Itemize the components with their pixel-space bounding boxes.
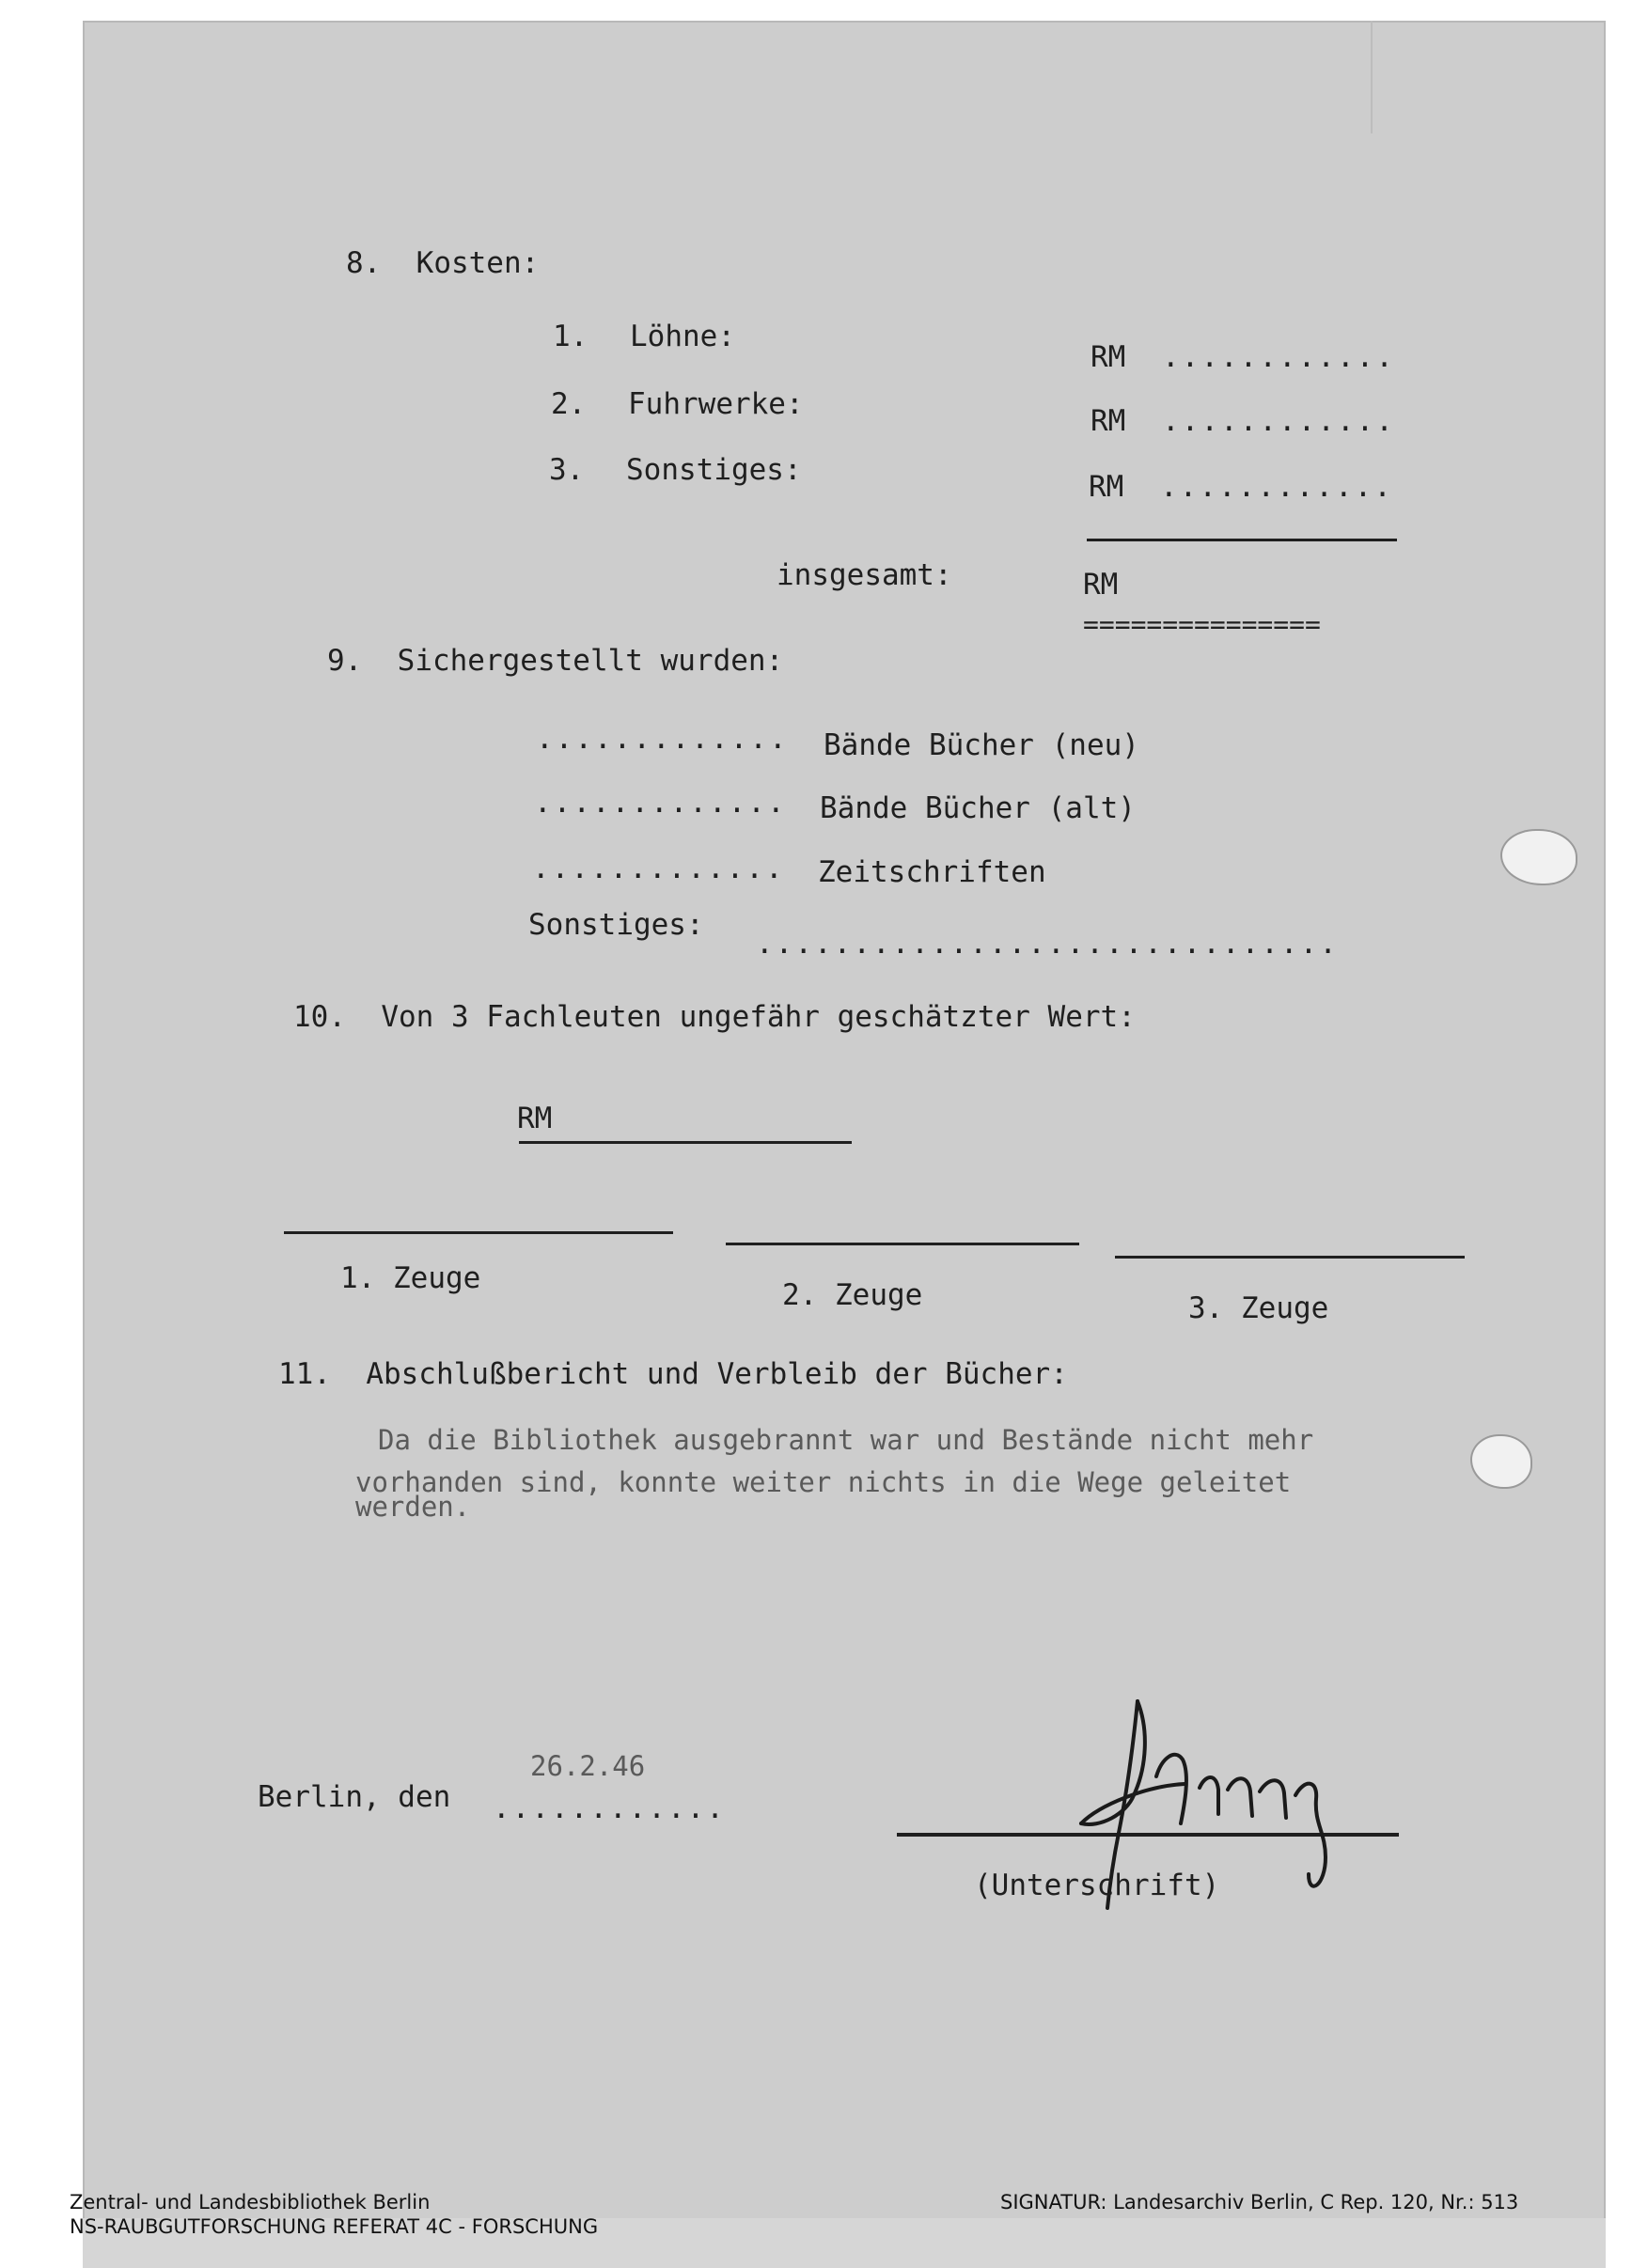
- section-11-heading: 11. Abschlußbericht und Verbleib der Bücher:: [278, 1357, 1068, 1391]
- date-value: 26.2.46: [530, 1750, 646, 1782]
- cost-item-1-label: Löhne:: [630, 320, 735, 353]
- cost-item-2-label: Fuhrwerke:: [628, 387, 804, 421]
- place-date-label: Berlin, den: [258, 1780, 451, 1814]
- footer-department: NS-RAUBGUTFORSCHUNG REFERAT 4C - FORSCHUNG: [70, 2215, 599, 2238]
- signature-caption: (Unterschrift): [974, 1869, 1220, 1902]
- cost-item-1-number: 1.: [553, 320, 588, 353]
- paper-crease: [1371, 21, 1373, 133]
- cost-item-2-currency: RM: [1091, 404, 1126, 438]
- seized-new-label: Bände Bücher (neu): [824, 728, 1139, 762]
- cost-sum-rule: [1087, 539, 1397, 541]
- section-10-heading: 10. Von 3 Fachleuten ungefähr geschätzter Wert:: [293, 1000, 1136, 1034]
- section-9-heading: 9. Sichergestellt wurden:: [327, 644, 784, 678]
- estimate-currency: RM: [517, 1102, 553, 1135]
- cost-total-label: insgesamt:: [777, 558, 952, 592]
- cost-item-3-label: Sonstiges:: [626, 453, 802, 487]
- final-report-line-2: vorhanden sind, konnte weiter nichts in die Wege geleitet: [355, 1466, 1292, 1498]
- cost-total-currency: RM: [1083, 568, 1119, 602]
- witness-1-signature-line: [284, 1231, 673, 1234]
- cost-item-3-number: 3.: [549, 453, 585, 487]
- seized-periodicals-dots: .............: [532, 852, 785, 885]
- date-dots: ............: [493, 1791, 726, 1825]
- witness-1-label: 1. Zeuge: [340, 1261, 481, 1295]
- seized-new-dots: .............: [536, 722, 789, 756]
- paper-hole-bottom: [1472, 1436, 1530, 1487]
- seized-old-dots: .............: [534, 786, 787, 820]
- section-8-heading: 8. Kosten:: [346, 246, 540, 280]
- final-report-line-3: werden.: [355, 1491, 471, 1523]
- cost-item-1-dots: ............: [1162, 340, 1395, 374]
- seized-periodicals-label: Zeitschriften: [818, 855, 1046, 889]
- final-report-line-1: Da die Bibliothek ausgebrannt war und Bestände nicht mehr: [378, 1424, 1314, 1456]
- cost-total-double-rule: ===============: [1083, 609, 1321, 640]
- cost-item-3-dots: ............: [1160, 470, 1393, 504]
- footer-left: [70, 2190, 598, 2239]
- footer-signature-reference: SIGNATUR: Landesarchiv Berlin, C Rep. 120, Nr.: 513: [1000, 2191, 1519, 2213]
- witness-3-signature-line: [1115, 1256, 1465, 1259]
- witness-3-label: 3. Zeuge: [1188, 1291, 1329, 1325]
- footer-library-name: Zentral- und Landesbibliothek Berlin: [70, 2191, 431, 2213]
- seized-old-label: Bände Bücher (alt): [820, 791, 1136, 825]
- witness-2-signature-line: [726, 1243, 1079, 1245]
- cost-item-3-currency: RM: [1089, 470, 1124, 504]
- cost-item-1-currency: RM: [1091, 340, 1126, 374]
- seized-other-dots: ..............................: [756, 927, 1339, 961]
- cost-item-2-number: 2.: [551, 387, 587, 421]
- seized-other-label: Sonstiges:: [528, 908, 704, 942]
- estimate-value-line: [519, 1141, 852, 1144]
- witness-2-label: 2. Zeuge: [782, 1278, 923, 1312]
- cost-item-2-dots: ............: [1162, 404, 1395, 438]
